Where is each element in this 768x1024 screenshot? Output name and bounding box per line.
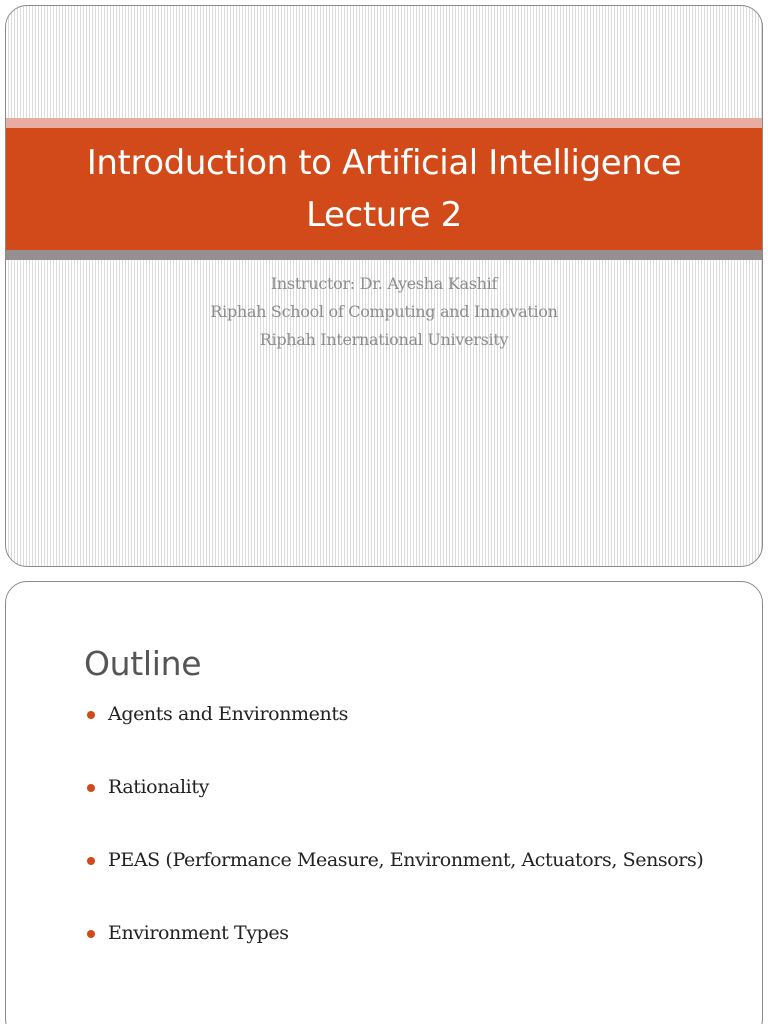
bullet-text: Agents and Environments [108,703,348,725]
outline-slide [5,581,763,1024]
bullet-text: PEAS (Performance Measure, Environment, Actuators, Sensors) [108,849,704,871]
title-slide [5,5,763,567]
title-band [6,128,762,250]
slide-title-line-2: Lecture 2 [306,195,462,235]
list-item [84,773,722,802]
bullet-dot-icon [87,784,95,792]
list-item [84,846,722,875]
list-item [84,700,722,729]
instructor-line: Instructor: Dr. Ayesha Kashif [270,274,498,293]
bullet-dot-icon [87,711,95,719]
bullet-dot-icon [87,930,95,938]
university-line: Riphah International University [259,330,509,349]
bullet-text: Environment Types [108,922,289,944]
list-item [84,919,722,948]
title-accent-band-bottom [6,250,762,260]
title-accent-band-top [6,118,762,128]
outline-bullet-list [84,700,722,992]
outline-title: Outline [84,644,202,683]
slide-subtitle [6,270,762,354]
school-line: Riphah School of Computing and Innovation [210,302,558,321]
bullet-text: Rationality [108,776,209,798]
bullet-dot-icon [87,857,95,865]
slide-title-line-1: Introduction to Artificial Intelligence [86,143,682,183]
